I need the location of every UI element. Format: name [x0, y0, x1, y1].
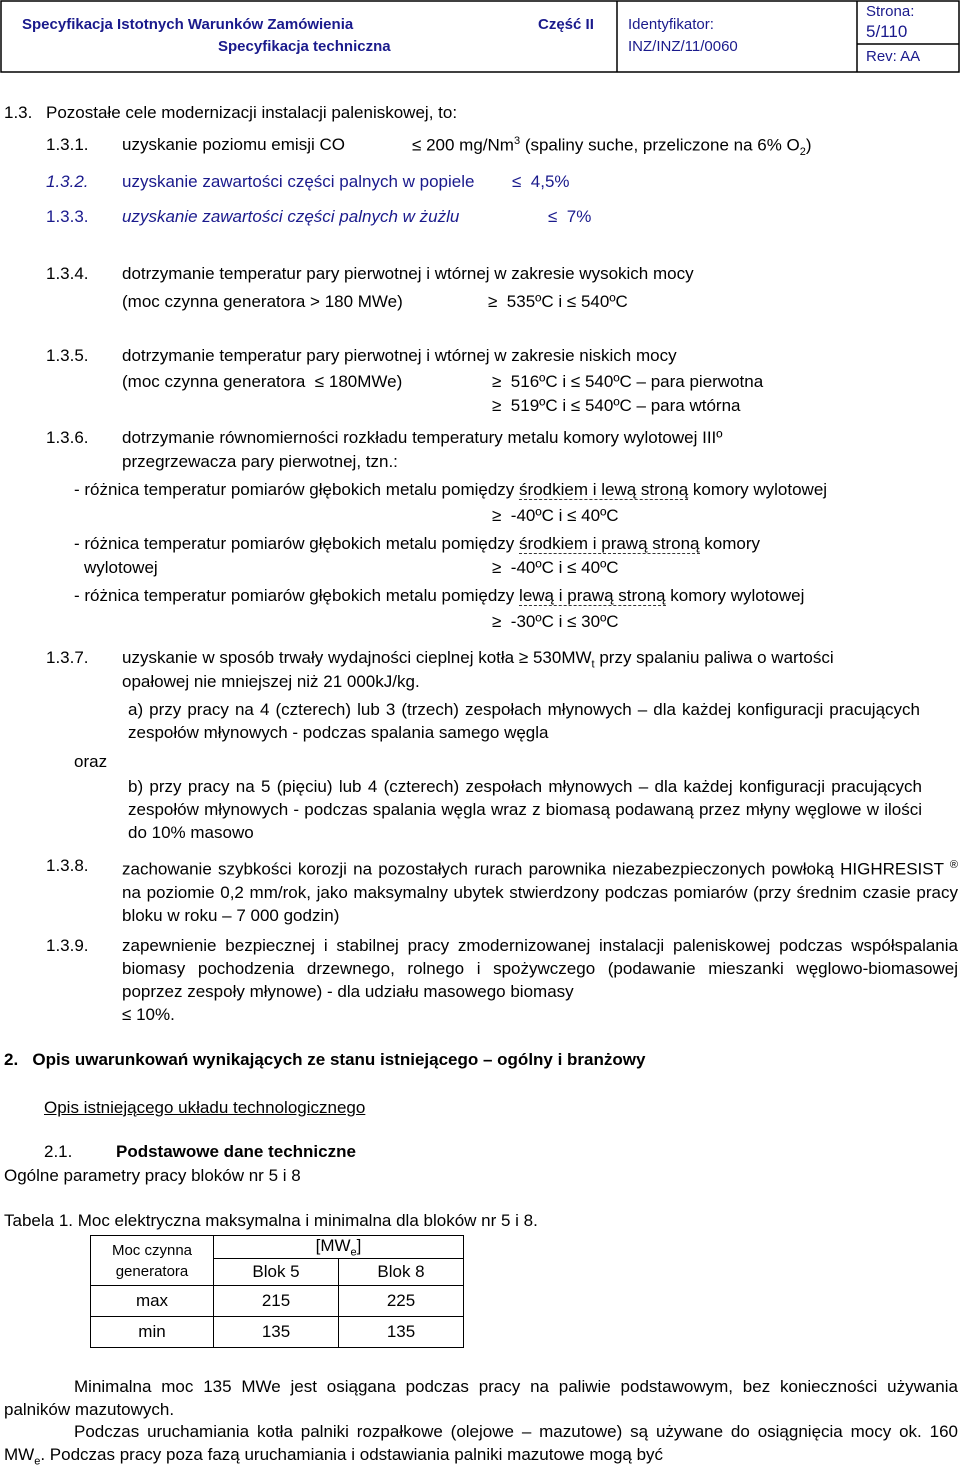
item-1-3-7-line1: uzyskanie w sposób trwały wydajności cieplnej kotła ≥ $530MW_t$ przy spalaniu paliwa o wartości: [122, 648, 834, 671]
le-icon: ≤: [570, 396, 581, 415]
item-1-3-6-number: 1.3.6.: [46, 428, 89, 447]
item-1-3-1-value: ≤ 200 mg/Nm$^3$ (spaliny suche, przeliczone na 6% $O_2$): [412, 135, 812, 159]
doc-part: Część II: [538, 16, 594, 33]
item-1-3-6-text: dotrzymanie równomierności rozkładu temperatury metalu komory wylotowej IIIº: [122, 428, 723, 447]
revision: Rev: AA: [866, 48, 921, 65]
le-icon: ≤: [570, 372, 581, 391]
diff-1-line: - różnica temperatur pomiarów głębokich metalu pomiędzy środkiem i lewą stroną komory wylotowej: [74, 480, 828, 499]
oraz-label: oraz: [74, 752, 108, 771]
identifier-value: INZ/INZ/11/0060: [628, 38, 738, 55]
item-1-3-5-value-2: ≥ 519ºC i ≤ 540ºC – para wtórna: [492, 396, 741, 415]
le-icon: ≤: [512, 172, 522, 191]
ge-icon: ≥: [492, 396, 502, 415]
section-2-1-title: Podstawowe dane techniczne: [116, 1142, 356, 1161]
diff-1-value: ≥ -40ºC i ≤ 40ºC: [492, 506, 619, 525]
table-cell: 135: [214, 1317, 339, 1348]
table-col-blok8: Blok 8: [339, 1259, 464, 1286]
params-line: Ogólne parametry pracy bloków nr 5 i 8: [4, 1166, 301, 1185]
item-1-3-5-text2: (moc czynna generatora ≤ 180MWe): [122, 372, 403, 391]
le-icon: ≤: [548, 207, 558, 226]
table-header-row: [91, 1236, 464, 1259]
paragraph-min-power: Minimalna moc 135 MWe jest osiągana podczas pracy na paliwie podstawowym, bez konieczności używania palników mazutowych.: [4, 1377, 958, 1419]
power-table: [90, 1235, 464, 1348]
item-1-3-4-text2: (moc czynna generatora > 180 MWe): [122, 292, 403, 311]
item-1-3-1-text: uzyskanie poziomu emisji CO: [122, 135, 345, 154]
paragraph-startup: Podczas uruchamiania kotła palniki rozpałkowe (olejowe – mazutowe) są używane do osiągnięcia mocy ok. 160 $MW_e$. Podczas pracy poza fazą uruchamiania i odstawiania palniki mazutowe mogą być: [4, 1422, 958, 1466]
section-1-3-number: 1.3.: [4, 103, 33, 122]
le-icon: ≤: [567, 506, 577, 525]
item-1-3-3-value: ≤ 7%: [548, 207, 592, 226]
ge-icon: ≥: [488, 292, 498, 311]
section-2-1-number: 2.1.: [44, 1142, 73, 1161]
table-header-label: Moc czynna generatora: [91, 1236, 214, 1286]
item-1-3-7-line2: opałowej nie mniejszej niż 21 000kJ/kg.: [122, 672, 420, 691]
ge-icon: ≥: [492, 558, 502, 577]
item-1-3-7-number: 1.3.7.: [46, 648, 89, 667]
diff-2-value: ≥ -40ºC i ≤ 40ºC: [492, 558, 619, 577]
table-cell: 215: [214, 1286, 339, 1317]
item-1-3-3-text: uzyskanie zawartości części palnych w żużlu: [122, 207, 460, 226]
item-1-3-4-value: ≥ 535ºC i ≤ 540ºC: [488, 292, 628, 311]
table-row: [91, 1286, 464, 1317]
table-col-blok5: Blok 5: [214, 1259, 339, 1286]
item-1-3-5-number: 1.3.5.: [46, 346, 89, 365]
table-row: [91, 1317, 464, 1348]
item-1-3-8-text: zachowanie szybkości korozji na pozostałych rurach parownika niezabezpieczonych powłoką HIGHRESIST ® na poziomie 0,2 mm/rok, jako maksymalny ubytek stwierdzony podczas pomiarów (przy średnim czasie pracy bloku w roku – 7 000 godzin): [122, 859, 958, 925]
section-2-subtitle: Opis istniejącego układu technologicznego: [44, 1098, 366, 1117]
option-a: a) przy pracy na 4 (czterech) lub 3 (trzech) zespołach młynowych – dla każdej konfiguracji pracujących zespołów młynowych - podczas spalania samego węgla: [128, 700, 920, 742]
table-caption: Tabela 1. Moc elektryczna maksymalna i minimalna dla bloków nr 5 i 8.: [4, 1211, 538, 1230]
header-grid: [0, 0, 960, 73]
table-cell-label: max: [91, 1286, 214, 1317]
doc-title: Specyfikacja Istotnych Warunków Zamówienia: [22, 16, 354, 33]
table-cell-label: min: [91, 1317, 214, 1348]
le-icon: ≤: [567, 558, 577, 577]
item-1-3-2-text: uzyskanie zawartości części palnych w popiele: [122, 172, 475, 191]
registered-icon: ®: [949, 859, 958, 871]
ge-icon: ≥: [518, 648, 529, 667]
diff-2-line: - różnica temperatur pomiarów głębokich metalu pomiędzy środkiem i prawą stroną komory: [74, 534, 760, 553]
item-1-3-8-number: 1.3.8.: [46, 856, 89, 875]
item-1-3-9-text: zapewnienie bezpiecznej i stabilnej pracy zmodernizowanej instalacji paleniskowej podczas współspalania biomasy pochodzenia drzewnego, rolnego i spożywczego (podawanie mieszanki węglowo-biomasowej poprzez zespoły młynowe) - dla udziału masowego biomasy ≤ 10%.: [122, 936, 958, 1024]
item-1-3-2-value: ≤ 4,5%: [512, 172, 570, 191]
le-icon: ≤: [567, 612, 577, 631]
ge-icon: ≥: [492, 506, 502, 525]
diff-3-value: ≥ -30ºC i ≤ 30ºC: [492, 612, 619, 631]
table-cell: 135: [339, 1317, 464, 1348]
le-icon: ≤: [314, 372, 325, 391]
item-1-3-4-text: dotrzymanie temperatur pary pierwotnej i wtórnej w zakresie wysokich mocy: [122, 264, 694, 283]
table-unit-header: $[MW_e]$: [214, 1236, 464, 1259]
table-cell: 225: [339, 1286, 464, 1317]
section-1-3-title: Pozostałe cele modernizacji instalacji paleniskowej, to:: [46, 103, 458, 122]
ge-icon: ≥: [492, 612, 502, 631]
le-icon: ≤: [566, 292, 577, 311]
item-1-3-2-number: 1.3.2.: [46, 172, 89, 191]
ge-icon: ≥: [492, 372, 502, 391]
identifier-label: Identyfikator:: [628, 16, 714, 33]
le-icon: ≤: [412, 135, 422, 155]
option-b: b) przy pracy na 5 (pięciu) lub 4 (czterech) zespołach młynowych – dla każdej konfiguracji pracujących zespołów młynowych - podczas spalania węgla wraz z biomasą podawaną przez młyny węglowe w ilości do 10% masowo: [128, 777, 922, 842]
item-1-3-3-number: 1.3.3.: [46, 207, 89, 226]
le-icon: ≤: [122, 1005, 132, 1024]
doc-subtitle: Specyfikacja techniczna: [218, 38, 391, 55]
item-1-3-1-number: 1.3.1.: [46, 135, 89, 154]
item-1-3-9-number: 1.3.9.: [46, 936, 89, 955]
item-1-3-6-text2: przegrzewacza pary pierwotnej, tzn.:: [122, 452, 398, 471]
page-label: Strona:: [866, 3, 915, 20]
item-1-3-5-value-1: ≥ 516ºC i ≤ 540ºC – para pierwotna: [492, 372, 764, 391]
page-header: [0, 0, 960, 73]
section-2-title: 2. Opis uwarunkowań wynikających ze stanu istniejącego – ogólny i branżowy: [4, 1050, 646, 1069]
diff-3-line: - różnica temperatur pomiarów głębokich metalu pomiędzy lewą i prawą stroną komory wylotowej: [74, 586, 805, 605]
item-1-3-5-text: dotrzymanie temperatur pary pierwotnej i wtórnej w zakresie niskich mocy: [122, 346, 677, 365]
item-1-3-4-number: 1.3.4.: [46, 264, 89, 283]
page-number: 5/110: [866, 22, 908, 41]
diff-2-line2: wylotowej: [84, 558, 158, 577]
